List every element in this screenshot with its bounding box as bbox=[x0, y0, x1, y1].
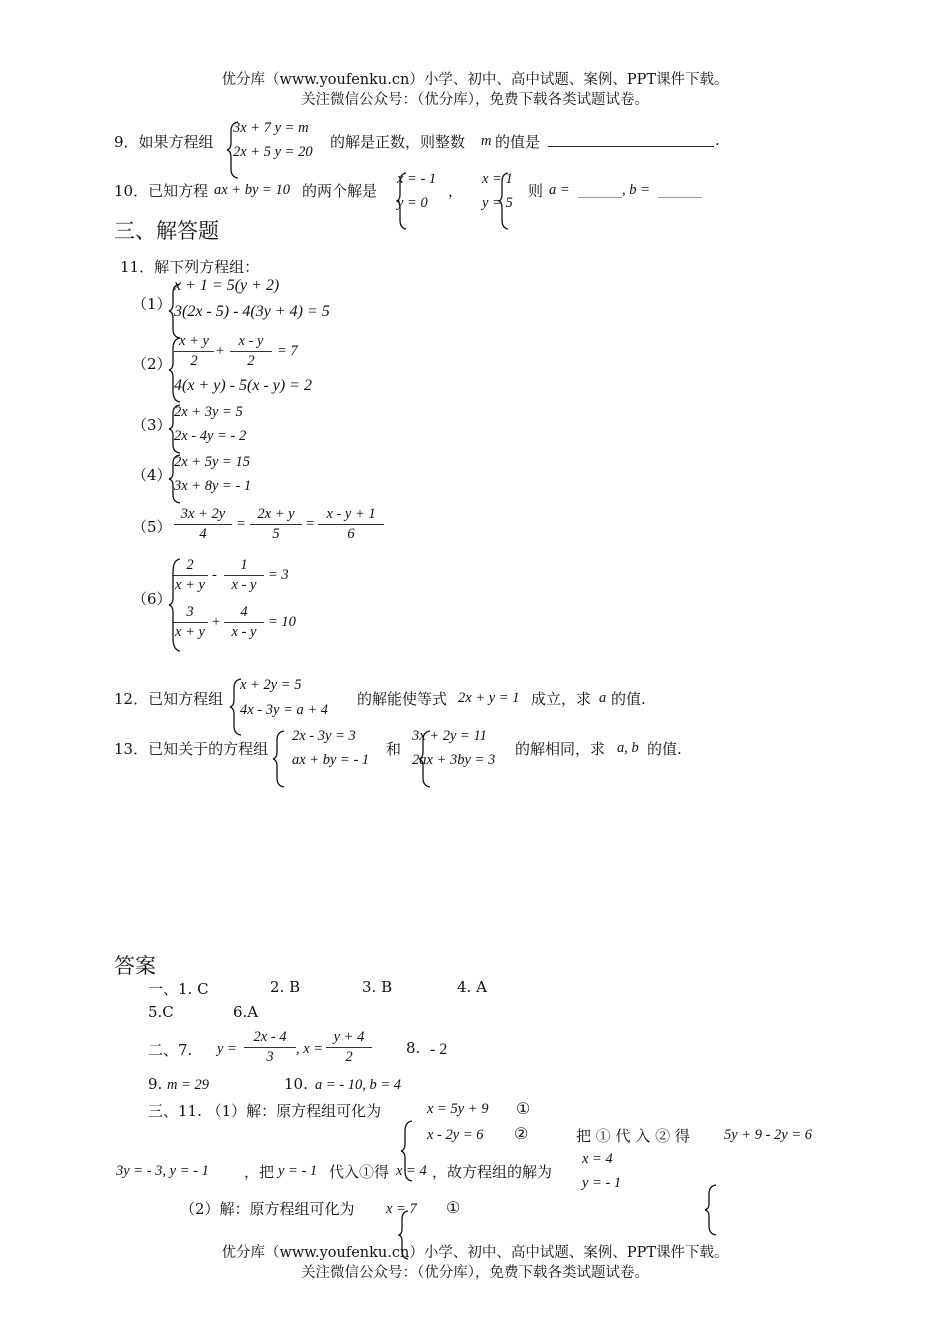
ans-r2-b: 6.A bbox=[233, 1003, 259, 1021]
ans-s11-circle1: ① bbox=[516, 1101, 531, 1118]
q11-p6-plus: + bbox=[212, 614, 221, 630]
ans-s11-p2-eq1: x = 7 bbox=[386, 1201, 417, 1217]
q9-prefix: 9．如果方程组 bbox=[114, 133, 214, 151]
q11-p1-eq2: 3(2x - 5) - 4(3y + 4) = 5 bbox=[174, 303, 330, 320]
q11-p6-frac-d bbox=[224, 603, 264, 642]
q11-p5-frac2-den: 5 bbox=[272, 526, 280, 542]
q11-p5-frac2-num: 2x + y bbox=[250, 505, 302, 525]
q12-var: a bbox=[599, 690, 607, 706]
q11-p6-frac-a bbox=[172, 556, 208, 595]
q11-p2-plus: + bbox=[216, 343, 225, 359]
q10-a-blank[interactable] bbox=[578, 197, 622, 198]
q10-prefix: 10．已知方程 bbox=[114, 182, 209, 200]
ans-r3-frac2 bbox=[326, 1028, 372, 1067]
q10-sol1-y: y = 0 bbox=[397, 195, 428, 211]
q11-p3-label: （3） bbox=[132, 416, 172, 434]
q11-p2-eq2: 4(x + y) - 5(x - y) = 2 bbox=[174, 377, 312, 394]
ans-r1-d: 4. A bbox=[457, 978, 487, 996]
q11-p5-frac2 bbox=[250, 505, 302, 544]
q10-sol1-x: x = - 1 bbox=[397, 171, 437, 187]
q11-title: 11．解下列方程组： bbox=[120, 258, 260, 276]
ans-s11-eq2: x - 2y = 6 bbox=[427, 1127, 484, 1143]
q11-p5-frac1-num: 3x + 2y bbox=[174, 505, 232, 525]
ans-s11-intro: 三、11. （1）解：原方程组可化为 bbox=[148, 1102, 382, 1120]
q13-suffix1: 的解相同，求 bbox=[515, 740, 606, 758]
q11-p4-label: （4） bbox=[132, 466, 172, 484]
q11-p4-eq1: 2x + 5y = 15 bbox=[174, 454, 250, 470]
ans-r1-b: 2. B bbox=[270, 978, 301, 996]
q13-and: 和 bbox=[386, 740, 402, 758]
q11-p2-frac2-den: 2 bbox=[247, 353, 255, 369]
q11-p6-frac-d-num: 4 bbox=[224, 603, 264, 623]
q10-equation: ax + by = 10 bbox=[214, 182, 290, 198]
q11-p3-eq2: 2x - 4y = - 2 bbox=[174, 428, 247, 444]
q11-p5-frac1-den: 4 bbox=[199, 526, 207, 542]
q10-sol2-y: y = 5 bbox=[482, 195, 513, 211]
ans-s11-line2d: 代入①得 bbox=[329, 1163, 390, 1181]
q11-p2-frac1 bbox=[174, 332, 214, 371]
q12-prefix: 12．已知方程组 bbox=[114, 690, 224, 708]
q11-p6-frac-a-num: 2 bbox=[172, 556, 208, 576]
q11-p2-label: （2） bbox=[132, 355, 172, 373]
q10-b-blank[interactable] bbox=[658, 197, 702, 198]
q12-eq1: x + 2y = 5 bbox=[240, 677, 302, 693]
q13-s1-eq2: ax + by = - 1 bbox=[292, 752, 370, 768]
q13-vars: a, b bbox=[617, 740, 639, 756]
q11-p6-frac-d-den: x - y bbox=[231, 624, 257, 640]
ans-r3-x-eq: , x = bbox=[296, 1041, 324, 1057]
q11-p6-minus: - bbox=[212, 567, 217, 583]
q11-p2-frac2 bbox=[230, 332, 272, 371]
q13-s2-eq1: 3x + 2y = 11 bbox=[412, 728, 487, 744]
q11-p2-frac2-num: x - y bbox=[230, 332, 272, 352]
q9-eq2: 2x + 5 y = 20 bbox=[233, 144, 313, 160]
ans-r3-frac1 bbox=[244, 1028, 296, 1067]
q12-middle: 的解能使等式 bbox=[357, 690, 448, 708]
q11-p6-label: （6） bbox=[132, 590, 172, 608]
q13-s2-eq2: 2ax + 3by = 3 bbox=[412, 752, 496, 768]
q12-equation: 2x + y = 1 bbox=[458, 690, 520, 706]
ans-r4-q10: 10. bbox=[284, 1075, 308, 1093]
q11-p1-eq1: x + 1 = 5(y + 2) bbox=[174, 277, 280, 294]
ans-s11-eq1: x = 5y + 9 bbox=[427, 1101, 489, 1117]
q11-p2-rhs: = 7 bbox=[277, 343, 298, 359]
q9-eq1: 3x + 7 y = m bbox=[233, 120, 309, 136]
ans-r3-frac1-den: 3 bbox=[266, 1049, 274, 1065]
ans-s11-line2f: ，故方程组的解为 bbox=[432, 1163, 553, 1181]
ans-s11-subst: 把 ① 代 入 ② 得 bbox=[576, 1127, 690, 1145]
ans-s11-p2: （2）解：原方程组可化为 bbox=[180, 1200, 355, 1218]
ans-s11-line2c: y = - 1 bbox=[278, 1163, 318, 1179]
ans-r3-frac2-den: 2 bbox=[345, 1049, 353, 1065]
q11-p5-eq-a: = bbox=[237, 516, 246, 532]
q11-p2-frac1-num: x + y bbox=[174, 332, 214, 352]
ans-r4-q9: 9. bbox=[148, 1075, 163, 1093]
q11-p5-frac3-num: x - y + 1 bbox=[318, 505, 384, 525]
q11-p1-label: （1） bbox=[132, 295, 172, 313]
q11-p4-eq2: 3x + 8y = - 1 bbox=[174, 478, 252, 494]
q9-end: . bbox=[715, 131, 720, 149]
q9-suffix: 的值是 bbox=[495, 133, 541, 151]
q11-p5-label: （5） bbox=[132, 518, 172, 536]
ans-s11-sol1: x = 4 bbox=[582, 1151, 613, 1167]
q9-middle: 的解是正数，则整数 bbox=[330, 133, 466, 151]
ans-s11-p2-circle1: ① bbox=[446, 1200, 461, 1217]
q9-answer-blank[interactable] bbox=[548, 146, 714, 147]
ans-r2-a: 5.C bbox=[148, 1003, 174, 1021]
q11-p5-frac1 bbox=[174, 505, 232, 544]
ans-r4-q10-value: a = - 10, b = 4 bbox=[315, 1077, 402, 1093]
ans-s11-subst-eq: 5y + 9 - 2y = 6 bbox=[724, 1127, 813, 1143]
ans-r3-y-eq: y = bbox=[217, 1041, 237, 1057]
q9-var: m bbox=[481, 133, 492, 149]
header-line-1: 优分库（www.youfenku.cn）小学、初中、高中试题、案例、PPT课件下载。 bbox=[221, 72, 729, 88]
answers-title: 答案 bbox=[114, 954, 156, 978]
q11-p5-frac3 bbox=[318, 505, 384, 544]
q10-sol2-x: x = 1 bbox=[482, 171, 513, 187]
q11-p6-frac-b-den: x - y bbox=[231, 577, 257, 593]
ans-s11-line2b: ，把 bbox=[244, 1163, 275, 1181]
ans-r1-c: 3. B bbox=[362, 978, 393, 996]
section-3-title: 三、解答题 bbox=[114, 219, 219, 243]
q12-suffix2: 的值. bbox=[611, 690, 646, 708]
q13-s1-eq1: 2x - 3y = 3 bbox=[292, 728, 356, 744]
ans-r3-q8-value: - 2 bbox=[430, 1041, 448, 1058]
q11-p6-frac-a-den: x + y bbox=[175, 577, 205, 593]
q13-prefix: 13．已知关于的方程组 bbox=[114, 740, 269, 758]
header-line-2: 关注微信公众号：（优分库），免费下载各类试题试卷。 bbox=[301, 92, 649, 108]
ans-r3-frac2-num: y + 4 bbox=[326, 1028, 372, 1048]
q11-p3-eq1: 2x + 3y = 5 bbox=[174, 404, 243, 420]
q12-eq2: 4x - 3y = a + 4 bbox=[240, 702, 329, 718]
ans-s11-line2e: x = 4 bbox=[396, 1163, 427, 1179]
footer-line-1: 优分库（www.youfenku.cn）小学、初中、高中试题、案例、PPT课件下载。 bbox=[221, 1245, 729, 1261]
footer-line-2: 关注微信公众号：（优分库），免费下载各类试题试卷。 bbox=[301, 1265, 649, 1281]
q10-a-label: a = bbox=[549, 182, 570, 198]
q12-suffix1: 成立，求 bbox=[531, 690, 592, 708]
q11-p6-frac-c-den: x + y bbox=[175, 624, 205, 640]
q11-p6-rhs1: = 3 bbox=[268, 567, 289, 583]
q11-p5-eq-b: = bbox=[306, 516, 315, 532]
ans-s11-line2a: 3y = - 3, y = - 1 bbox=[116, 1163, 209, 1179]
q10-middle: 的两个解是 bbox=[302, 182, 378, 200]
q13-suffix2: 的值. bbox=[647, 740, 682, 758]
q11-p5-frac3-den: 6 bbox=[347, 526, 355, 542]
q10-comma: ， bbox=[448, 182, 464, 200]
q10-then: 则 bbox=[528, 182, 544, 200]
ans-r4-q9-value: m = 29 bbox=[167, 1077, 210, 1093]
ans-s11-right-brace-icon bbox=[704, 1184, 718, 1236]
ans-r3-label: 二、7. bbox=[148, 1041, 193, 1059]
ans-s11-sol2: y = - 1 bbox=[582, 1175, 622, 1191]
q11-p6-frac-c-num: 3 bbox=[172, 603, 208, 623]
q11-p6-frac-b bbox=[224, 556, 264, 595]
ans-r3-frac1-num: 2x - 4 bbox=[244, 1028, 296, 1048]
q11-p6-frac-b-num: 1 bbox=[224, 556, 264, 576]
q11-p2-frac1-den: 2 bbox=[190, 353, 198, 369]
ans-s11-circle2: ② bbox=[514, 1126, 529, 1143]
q13-brace1-icon bbox=[272, 730, 286, 788]
q10-b-label: , b = bbox=[622, 182, 650, 198]
q11-p6-frac-c bbox=[172, 603, 208, 642]
ans-r3-q8: 8. bbox=[406, 1039, 421, 1057]
ans-r1-a: 一、1. C bbox=[148, 980, 209, 998]
q11-p6-rhs2: = 10 bbox=[268, 614, 296, 630]
